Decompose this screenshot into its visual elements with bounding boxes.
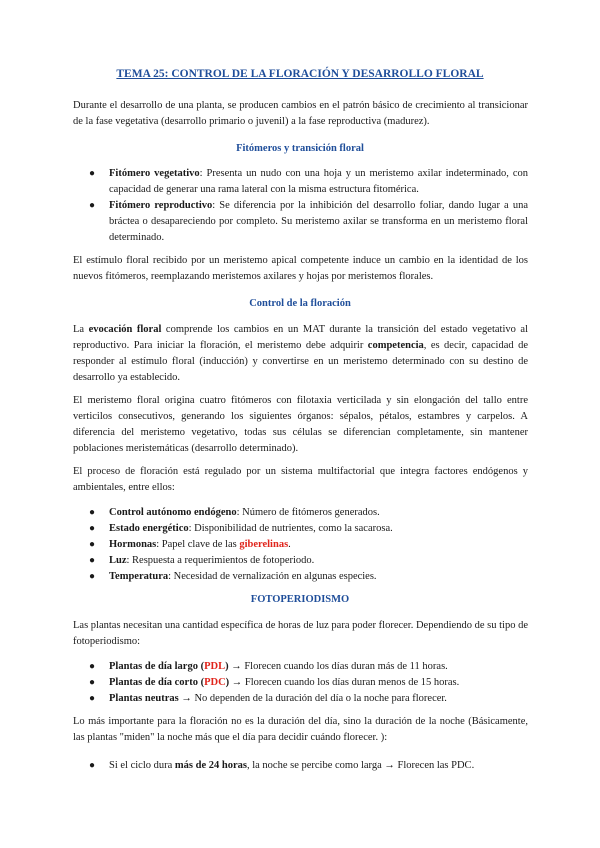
bullet-icon: ● — [89, 200, 96, 211]
bullet-icon: ● — [89, 677, 96, 688]
description: → Florecen cuando los días duran menos de 15 horas. — [229, 677, 460, 688]
bullet-icon: ● — [89, 661, 96, 672]
proceso-paragraph: El proceso de floración está regulado por un sistema multifactorial que integra factores endógenos y ambientales, entre ellos: — [73, 466, 528, 493]
list-item — [73, 166, 528, 198]
highlight-giberelinas: giberelinas — [239, 539, 289, 550]
list-item — [73, 659, 528, 675]
text-run: Si el ciclo dura — [109, 760, 175, 771]
list-item — [73, 675, 528, 691]
text-run: La — [73, 324, 89, 335]
term: más de 24 horas — [174, 760, 247, 771]
list-item — [73, 521, 528, 537]
bullet-icon: ● — [89, 523, 96, 534]
meristemo-paragraph: El meristemo floral origina cuatro fitómeros con filotaxia verticilada y sin elongación del tallo entre verticilos consecutivos, generando los siguientes órganos: sépalos, pétalos, estambres y carpelos. A diferencia del meristemo vegetativo, todas sus células se diferencian completamente, sin mantener poblaciones meristemáticas (desarrollo determinado). — [73, 395, 528, 454]
bullet-icon: ● — [89, 168, 96, 179]
section-heading-control: Control de la floración — [249, 298, 351, 309]
section-heading-fitomeros: Fitómeros y transición floral — [236, 143, 364, 154]
list-item — [73, 537, 528, 553]
term: Plantas de día corto ( — [109, 677, 205, 688]
term: Control autónomo endógeno — [109, 507, 237, 518]
list-item — [73, 505, 528, 521]
text-run: comprende los cambios en un MAT durante la transición del estado vegetativo al reproductivo. Para iniciar la floración, el meristemo debe adquirir — [73, 324, 528, 351]
plantas-list — [73, 659, 528, 707]
term-evocacion: evocación floral — [88, 324, 162, 335]
description: : Necesidad de vernalización en algunas especies. — [168, 571, 377, 582]
term: Fitómero reproductivo — [109, 200, 213, 211]
text-run: , es decir, capacidad de responder al estímulo floral (inducción) y convertirse en un meristemo determinado con su destino de desarrollo ya establecido. — [73, 340, 528, 383]
list-item — [73, 569, 528, 585]
term: Hormonas — [109, 539, 157, 550]
bullet-icon: ● — [89, 539, 96, 550]
intro-paragraph: Durante el desarrollo de una planta, se producen cambios en el patrón básico de crecimiento al transicionar de la fase vegetativa (desarrollo primario o juvenil) a la fase reproductiva (madurez). — [73, 100, 528, 127]
term-close: ) — [225, 677, 230, 688]
description: : Respuesta a requerimientos de fotoperiodo. — [126, 555, 315, 566]
bullet-icon: ● — [89, 507, 96, 518]
estimulo-paragraph: El estímulo floral recibido por un meristemo apical competente induce un cambio en la identidad de los nuevos fitómeros, reemplazando meristemos axilares y hojas por meristemos florales. — [73, 255, 528, 282]
text-run: , la noche se percibe como larga → Florecen las PDC. — [246, 760, 475, 771]
description: : Papel clave de las — [156, 539, 240, 550]
bullet-icon: ● — [89, 555, 96, 566]
term-close: ) — [225, 661, 229, 672]
tail: . — [288, 539, 291, 550]
abbr-pdl: PDL — [204, 661, 226, 672]
bullet-icon: ● — [89, 760, 96, 771]
description: : Se diferencia por la inhibición del desarrollo foliar, dando lugar a una bráctea o desapareciendo por completo. Su meristemo axilar se transforma en un meristemo floral determinado. — [109, 200, 528, 243]
description: : Número de fitómeros generados. — [236, 507, 380, 518]
fotoperiodismo-paragraph: Las plantas necesitan una cantidad específica de horas de luz para poder florecer. Dependiendo de su tipo de fotoperiodismo: — [73, 620, 528, 647]
term: Fitómero vegetativo — [109, 168, 200, 179]
list-item — [73, 553, 528, 569]
description: : Presenta un nudo con una hoja y un meristemo axilar indeterminado, con capacidad de generar una rama lateral con la misma estructura fitomérica. — [109, 168, 529, 195]
term: Luz — [109, 555, 127, 566]
term: Temperatura — [109, 571, 169, 582]
fitomeros-list — [73, 166, 528, 246]
bullet-icon: ● — [89, 693, 96, 704]
ciclo-list — [73, 758, 528, 774]
evocacion-paragraph — [73, 322, 528, 386]
description: : Disponibilidad de nutrientes, como la sacarosa. — [188, 523, 393, 534]
term: Plantas neutras — [109, 693, 179, 704]
description: → Florecen cuando los días duran más de 11 horas. — [228, 661, 448, 672]
list-item — [73, 758, 528, 774]
term: Plantas de día largo ( — [109, 661, 205, 672]
noche-paragraph: Lo más importante para la floración no es la duración del día, sino la duración de la noche (Básicamente, las plantas "miden" la noche más que el día para decidir cuándo florecer. ): — [73, 716, 528, 743]
description: → No dependen de la duración del día o la noche para florecer. — [178, 693, 447, 704]
term: Estado energético — [109, 523, 189, 534]
term-competencia: competencia — [367, 340, 424, 351]
abbr-pdc: PDC — [204, 677, 226, 688]
section-heading-fotoperiodismo: FOTOPERIODISMO — [250, 594, 350, 605]
document-title: TEMA 25: CONTROL DE LA FLORACIÓN Y DESARROLLO FLORAL — [116, 68, 484, 80]
list-item — [73, 691, 528, 707]
list-item — [73, 198, 528, 246]
factores-list — [73, 505, 528, 585]
bullet-icon: ● — [89, 571, 96, 582]
